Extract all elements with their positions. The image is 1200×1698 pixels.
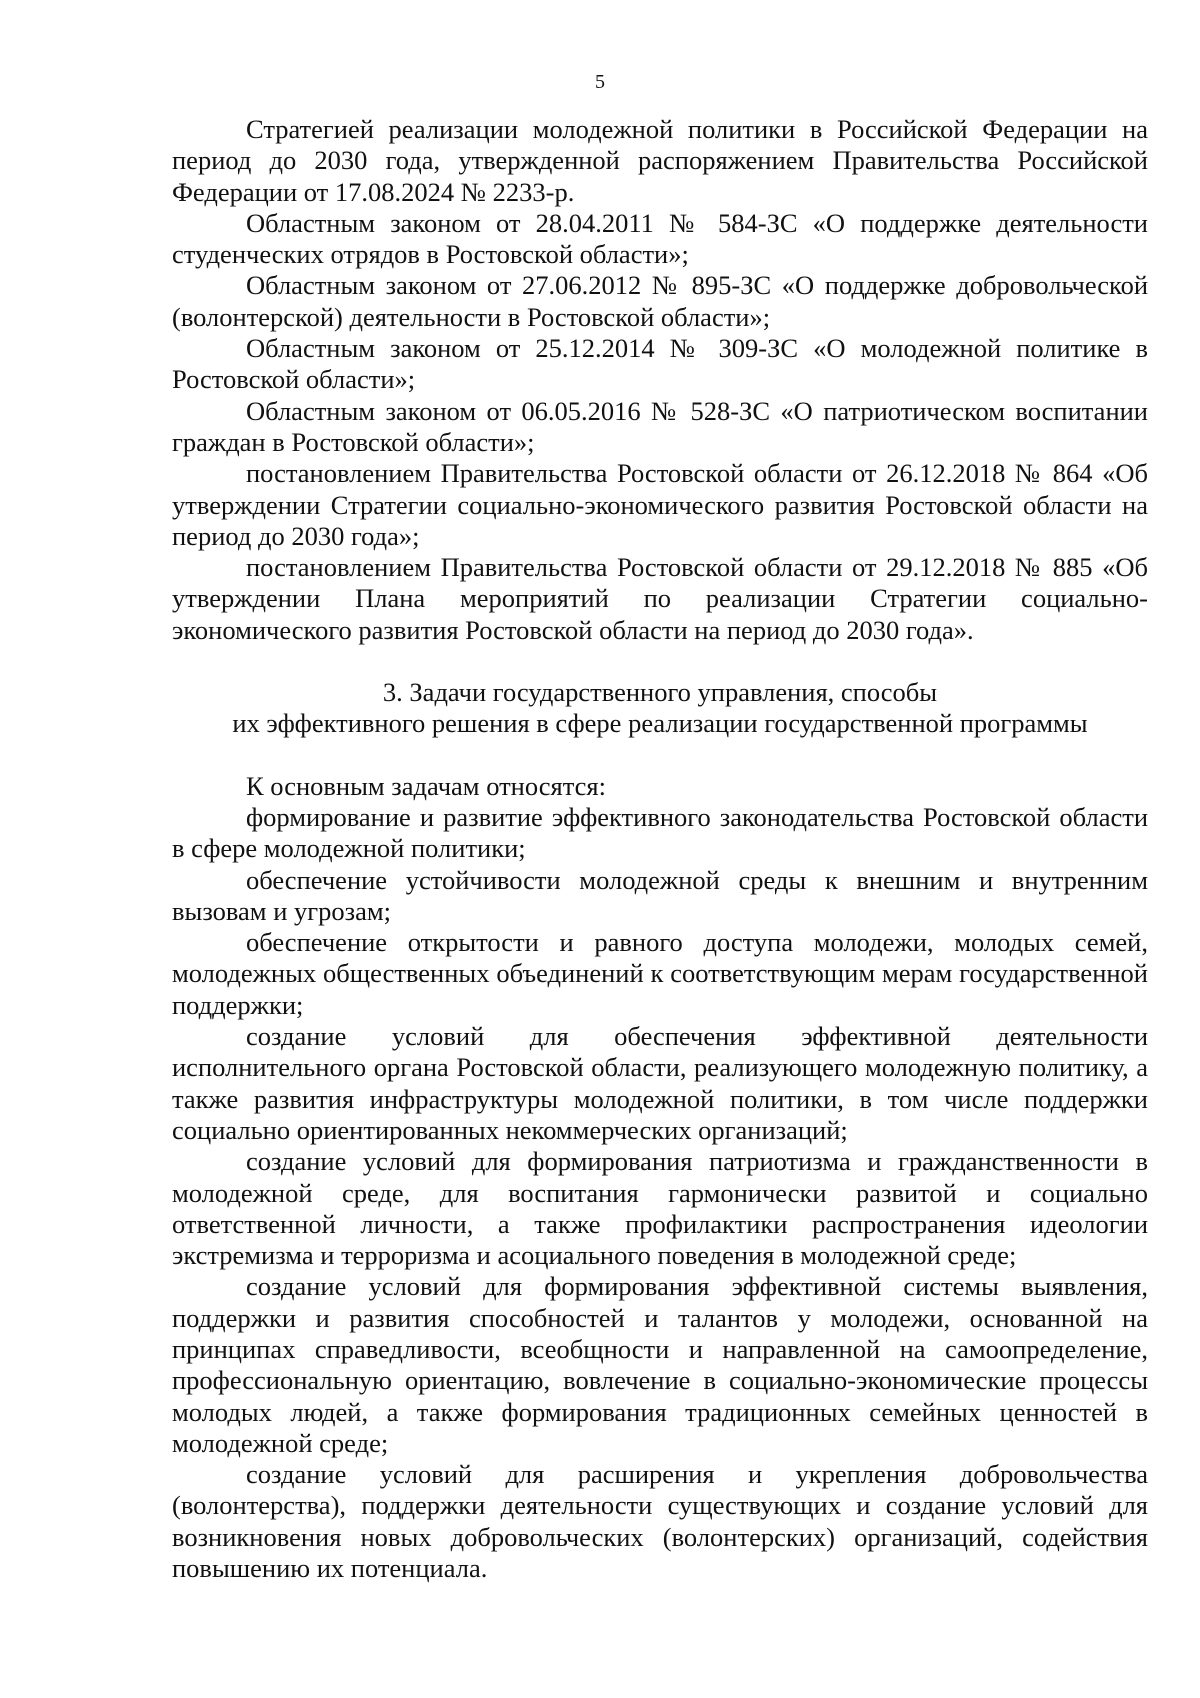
paragraph-task-infrastructure: создание условий для обеспечения эффективной деятельности исполнительного органа Ростовской области, реализующего молодежную политику, а также развития инфраструктуры молодежной политики, в том числе поддержки социально ориентированных некоммерческих организаций; bbox=[172, 1021, 1148, 1145]
paragraph-law-584: Областным законом от 28.04.2011 № 584-ЗС «О поддержке деятельности студенческих отрядов в Ростовской области»; bbox=[172, 207, 1148, 270]
paragraph-tasks-intro: К основным задачам относятся: bbox=[246, 770, 606, 801]
paragraph-decree-864: постановлением Правительства Ростовской области от 26.12.2018 № 864 «Об утверждении Стратегии социально-экономического развития Ростовской области на период до 2030 года»; bbox=[172, 458, 1148, 551]
paragraph-task-talents: создание условий для формирования эффективной системы выявления, поддержки и развития способностей и талантов у молодежи, основанной на принципах справедливости, всеобщности и направленной на самоопределение, профессиональную ориентацию, вовлечение в социально-экономические процессы молодых людей, а также формирования традиционных семейных ценностей в молодежной среде; bbox=[172, 1271, 1148, 1458]
paragraph-strategy-youth-policy: Стратегией реализации молодежной политики в Российской Федерации на период до 2030 года, утвержденной распоряжением Правительства Российской Федерации от 17.08.2024 № 2233-р. bbox=[172, 114, 1148, 207]
paragraph-law-309: Областным законом от 25.12.2014 № 309-ЗС «О молодежной политике в Ростовской области»; bbox=[172, 333, 1148, 395]
paragraph-decree-885: постановлением Правительства Ростовской области от 29.12.2018 № 885 «Об утверждении Плана мероприятий по реализации Стратегии социально-экономического развития Ростовской области на период до 2030 года». bbox=[172, 552, 1148, 645]
document-body bbox=[172, 114, 1148, 1584]
paragraph-task-volunteering: создание условий для расширения и укрепления добровольчества (волонтерства), поддержки деятельности существующих и создание условий для возникновения новых добровольческих (волонтерских) организаций, содействия повышению их потенциала. bbox=[172, 1459, 1148, 1584]
paragraph-law-528: Областным законом от 06.05.2016 № 528-ЗС «О патриотическом воспитании граждан в Ростовской области»; bbox=[172, 395, 1148, 457]
paragraph-task-legislation: формирование и развитие эффективного законодательства Ростовской области в сфере молодежной политики; bbox=[172, 801, 1148, 864]
section-heading-line-1: 3. Задачи государственного управления, способы bbox=[382, 677, 938, 708]
paragraph-task-patriotism: создание условий для формирования патриотизма и гражданственности в молодежной среде, для воспитания гармонически развитой и социально ответственной личности, а также профилактики распространения идеологии экстремизма и терроризма и асоциального поведения в молодежной среде; bbox=[172, 1146, 1148, 1271]
section-heading bbox=[172, 677, 1148, 740]
page-number: 5 bbox=[595, 71, 605, 93]
paragraph-task-access: обеспечение открытости и равного доступа молодежи, молодых семей, молодежных общественных объединений к соответствующим мерам государственной поддержки; bbox=[172, 927, 1148, 1020]
paragraph-task-stability: обеспечение устойчивости молодежной среды к внешним и внутренним вызовам и угрозам; bbox=[172, 864, 1148, 926]
section-heading-line-2: их эффективного решения в сфере реализации государственной программы bbox=[232, 708, 1088, 739]
paragraph-law-895: Областным законом от 27.06.2012 № 895-ЗС «О поддержке добровольческой (волонтерской) деятельности в Ростовской области»; bbox=[172, 270, 1148, 332]
